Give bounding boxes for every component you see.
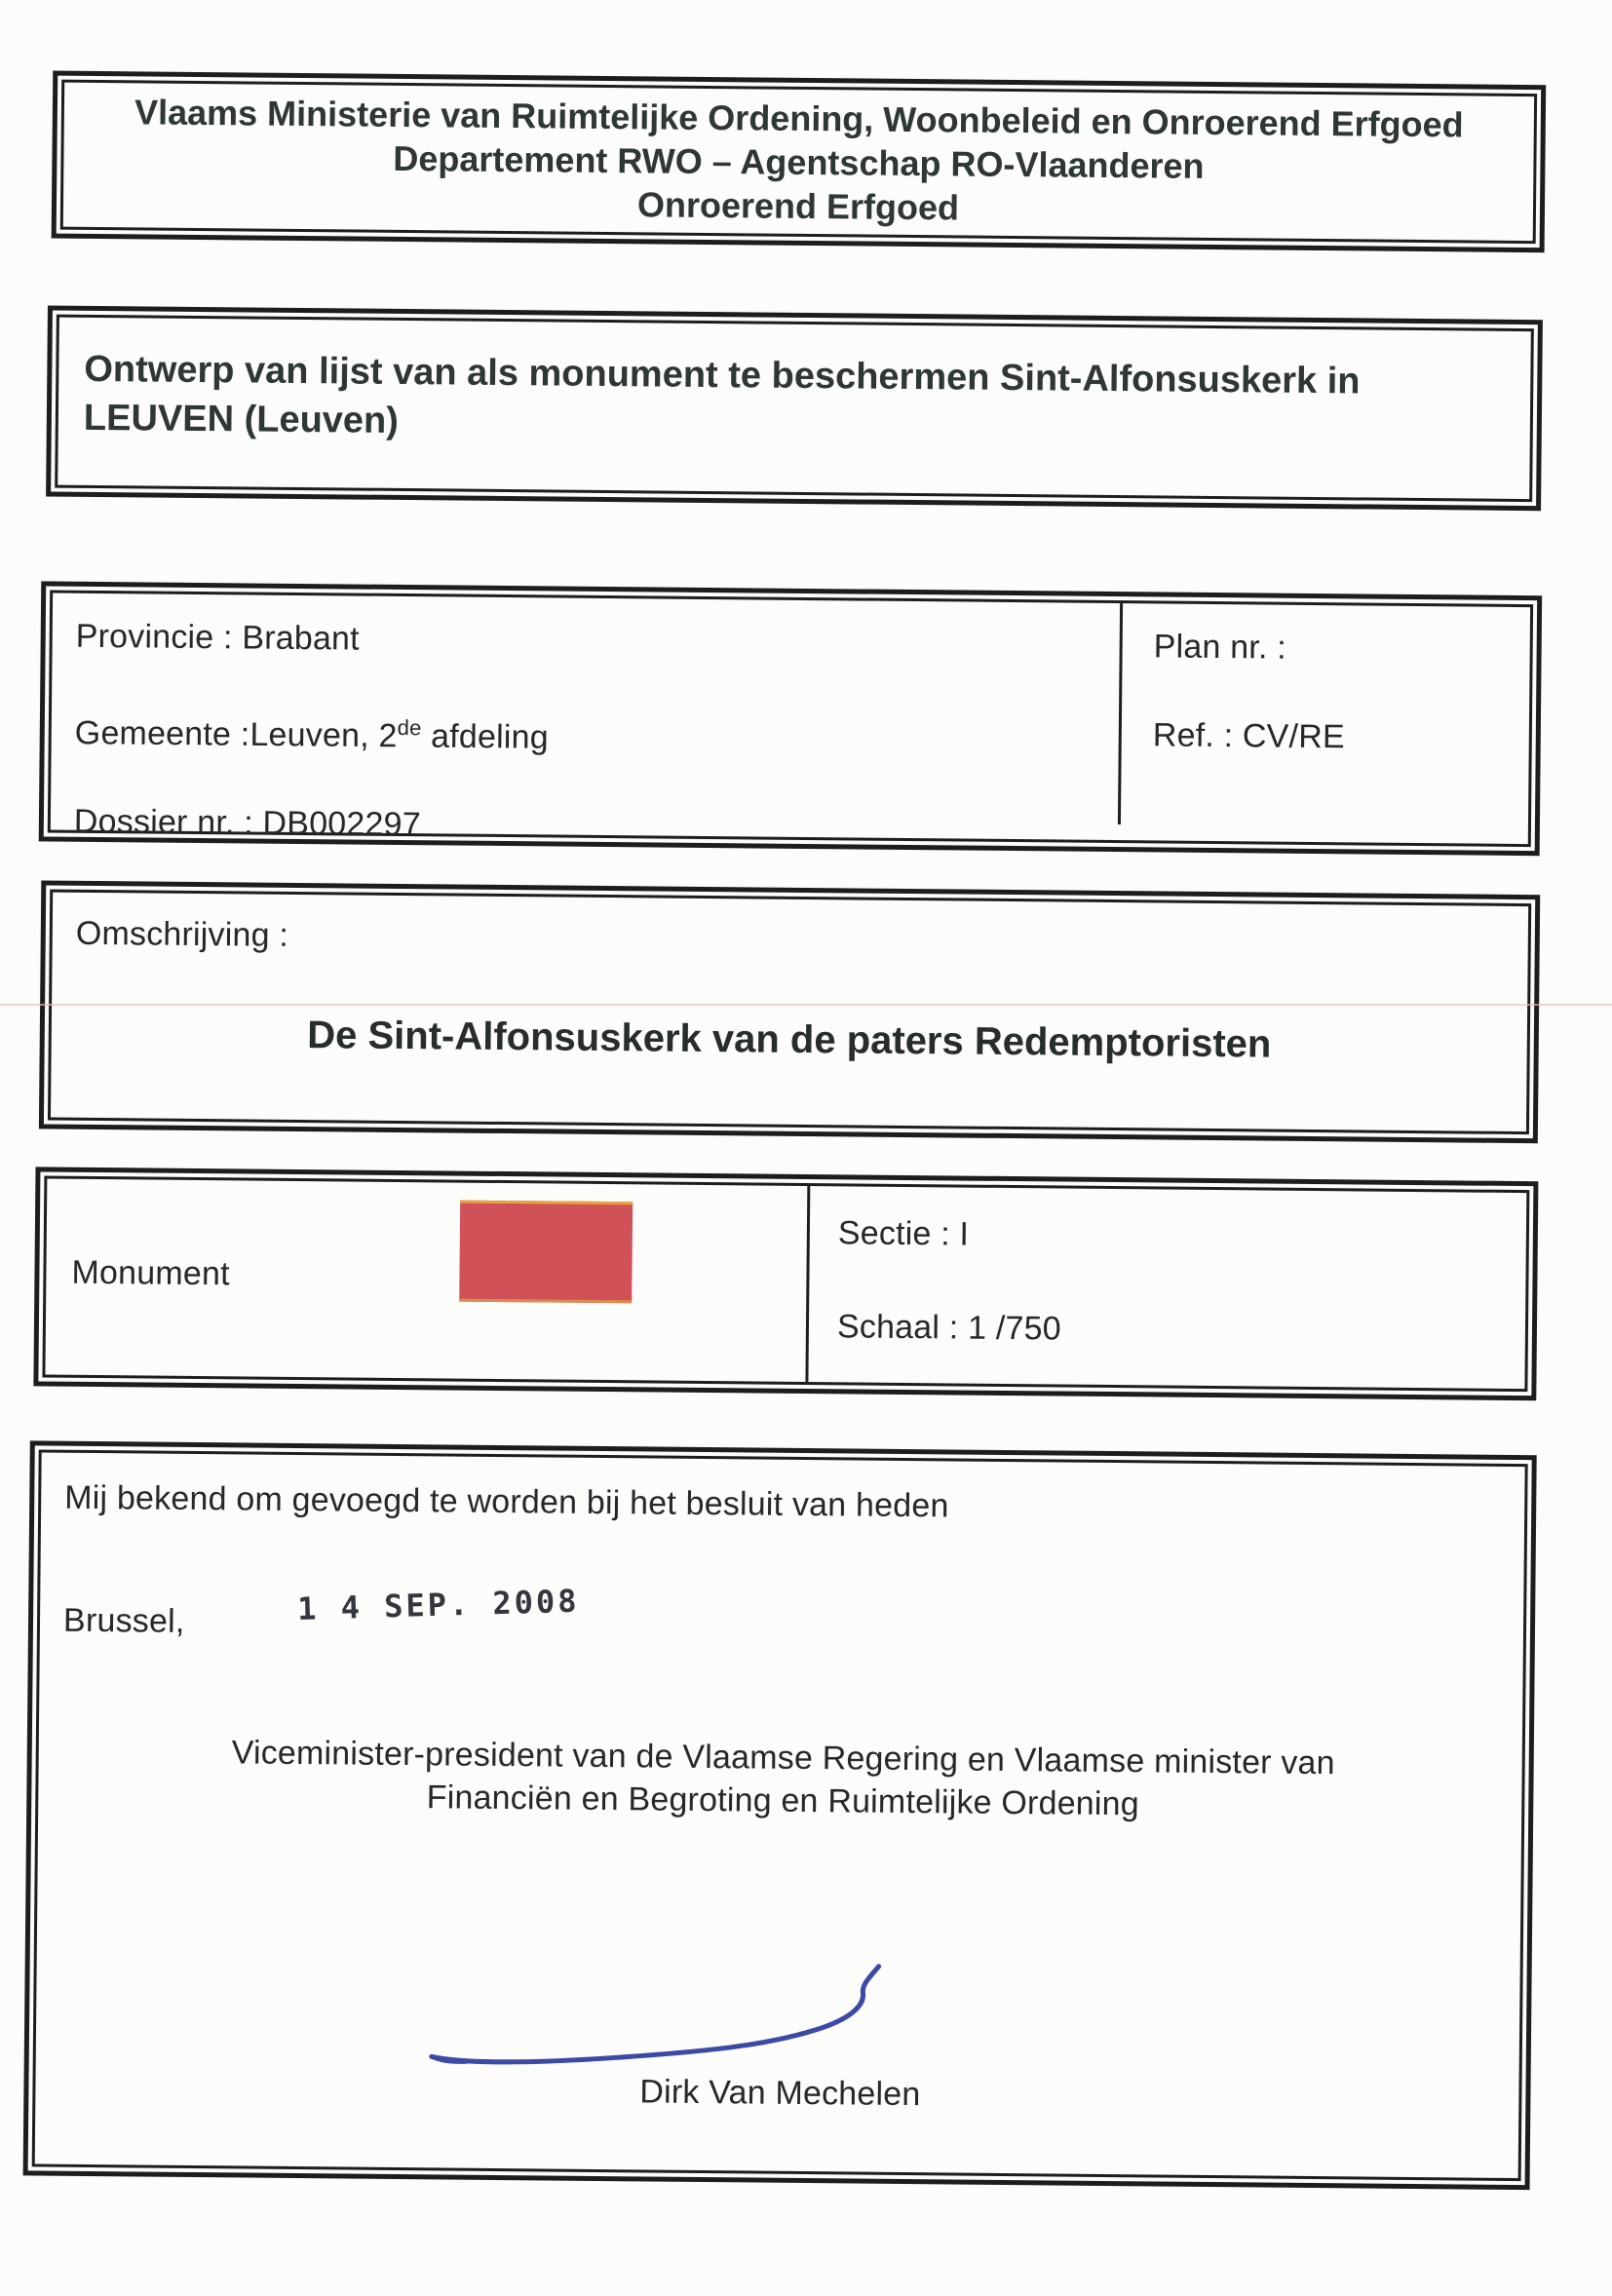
sectie-field: Sectie : I [837,1214,970,1253]
gemeente-text-suffix: afdeling [421,717,549,756]
monument-color-swatch [459,1201,633,1304]
plan-field: Plan nr. : [1153,628,1287,667]
gemeente-superscript: de [397,714,422,741]
schaal-field: Schaal : 1 /750 [836,1308,1061,1348]
signature [424,1951,912,2083]
date-stamp: 1 4 SEP. 2008 [296,1582,581,1627]
description-box [39,880,1540,1143]
dossier-field: Dossier nr. : DB002297 [73,803,421,844]
details-column-divider [1118,603,1123,824]
minister-title-line-1: Viceminister-president van de Vlaamse Regering en Vlaamse minister van [231,1734,1335,1782]
signature-stroke [424,1951,912,2083]
certified-statement: Mij bekend om gevoegd te worden bij het besluit van heden [64,1478,949,1525]
ministry-line-2: Departement RWO – Agentschap RO-Vlaanderen [393,137,1205,186]
minister-title-line-2: Financiën en Begroting en Ruimtelijke Ordening [426,1779,1140,1823]
document-title-line-2: LEUVEN (Leuven) [83,397,400,441]
dossier-details-box [39,581,1542,856]
certification-box [23,1440,1537,2190]
provincie-field: Provincie : Brabant [75,617,360,658]
ministry-line-1: Vlaams Ministerie van Ruimtelijke Ordening, Woonbeleid en Onroerend Erfgoed [134,91,1464,144]
document-title-line-1: Ontwerp van lijst van als monument te beschermen Sint-Alfonsuskerk in [84,348,1361,402]
scan-artifact-line [0,1004,1612,1006]
ministry-header-box [52,71,1547,253]
document-title-box [46,305,1543,511]
gemeente-field [75,704,550,759]
ref-field: Ref. : CV/RE [1152,716,1346,756]
description-label: Omschrijving : [75,914,289,954]
legend-box [33,1167,1538,1400]
signatory-name: Dirk Van Mechelen [639,2073,921,2114]
legend-column-divider [805,1186,810,1382]
legend-item-monument: Monument [71,1253,230,1293]
gemeente-text: Gemeente :Leuven, 2 [74,714,398,755]
ministry-line-3: Onroerend Erfgoed [636,183,960,227]
monument-name-title: De Sint-Alfonsuskerk van de paters Redemptoristen [307,1014,1272,1066]
place-label: Brussel, [62,1601,185,1640]
